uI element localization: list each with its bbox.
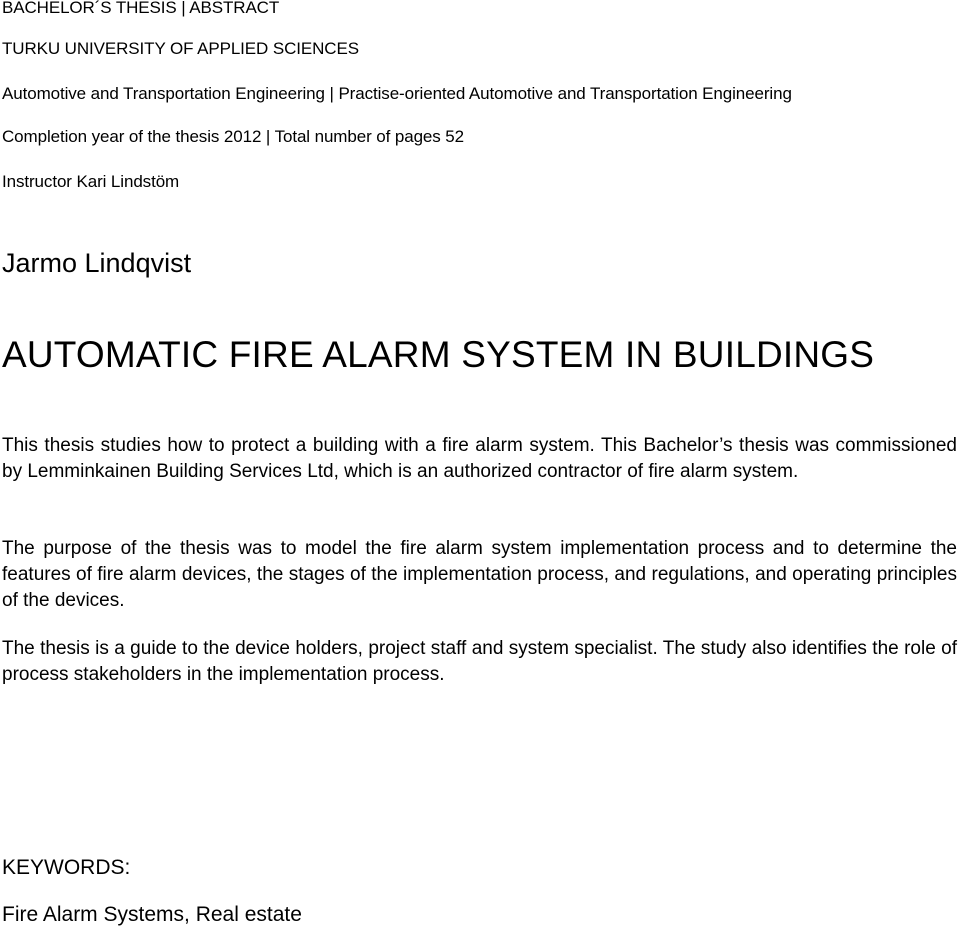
abstract-paragraph-1: This thesis studies how to protect a building with a fire alarm system. This Bachelor’s thesis was commissioned by Lemminkainen Building Services Ltd, which is an authorized contractor of fire alarm system.	[2, 435, 957, 482]
thesis-title: AUTOMATIC FIRE ALARM SYSTEM IN BUILDINGS	[2, 334, 875, 375]
degree-programme: Automotive and Transportation Engineering | Practise-oriented Automotive and Transportation Engineering	[2, 84, 792, 103]
abstract-paragraph-3: The thesis is a guide to the device holders, project staff and system specialist. The study also identifies the role of process stakeholders in the implementation process.	[2, 638, 957, 685]
keywords-label: KEYWORDS:	[2, 856, 131, 879]
instructor-info: Instructor Kari Lindstöm	[2, 172, 180, 191]
university-name: TURKU UNIVERSITY OF APPLIED SCIENCES	[2, 39, 359, 58]
abstract-paragraph-2: The purpose of the thesis was to model the fire alarm system implementation process and to determine the features of fire alarm devices, the stages of the implementation process, and regulations, and operating principles of the devices.	[2, 538, 957, 611]
document-type: BACHELOR´S THESIS | ABSTRACT	[2, 0, 280, 17]
keywords-value: Fire Alarm Systems, Real estate	[2, 903, 302, 926]
author-name: Jarmo Lindqvist	[2, 248, 192, 278]
completion-info: Completion year of the thesis 2012 | Total number of pages 52	[2, 127, 465, 146]
